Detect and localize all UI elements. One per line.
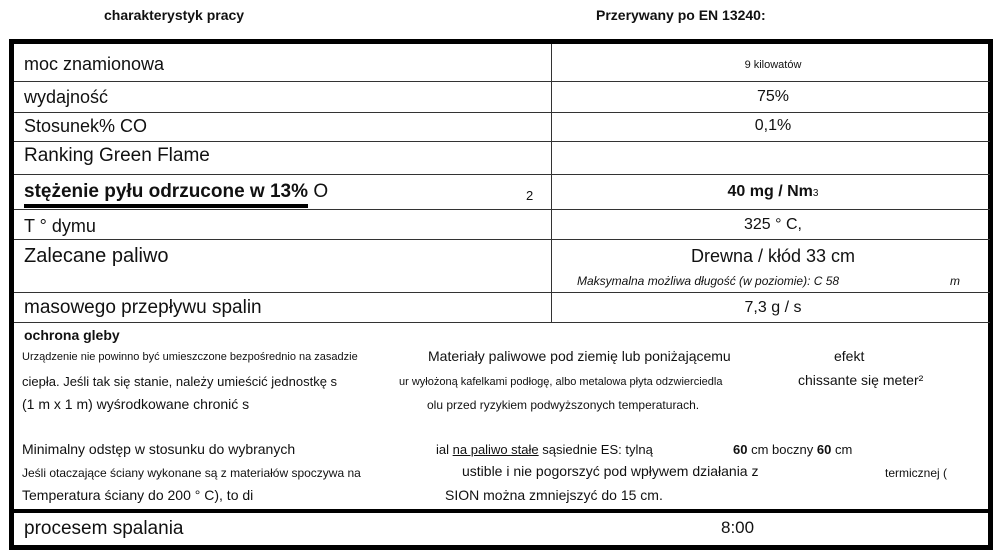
odstep-text: ustible i nie pogorszyć pod wpływem działania z — [462, 463, 759, 479]
row-value-przeplyw: 7,3 g / s — [744, 299, 802, 316]
row-value-dym: 325 ° C, — [744, 216, 802, 233]
odstep-part: ial — [436, 442, 450, 457]
row-value-spalanie: 8:00 — [721, 518, 755, 537]
odstep-text: Temperatura ściany do 200 ° C), to di — [22, 487, 254, 503]
odstep-text: SION można zmniejszyć do 15 cm. — [445, 487, 663, 503]
ochrona-text: Materiały paliwowe pod ziemię lub poniżającemu — [428, 348, 731, 364]
odstep-text: termicznej ( — [885, 466, 948, 480]
row-divider — [14, 81, 990, 82]
row-divider — [14, 112, 990, 113]
row-label-wydajnosc: wydajność — [24, 87, 109, 107]
ochrona-text: efekt — [834, 348, 865, 364]
row-label-dym: T ° dymu — [24, 216, 96, 236]
row-divider — [14, 141, 990, 142]
row-label-przeplyw: masowego przepływu spalin — [24, 297, 262, 318]
row-label-co: Stosunek% CO — [24, 116, 148, 136]
odstep-rear-value: 60 — [733, 442, 748, 457]
row-label-moc: moc znamionowa — [24, 54, 165, 74]
odstep-text: Jeśli otaczające ściany wykonane są z materiałów spoczywa na — [22, 466, 361, 480]
odstep-part: sąsiednie ES: tylną — [542, 442, 653, 457]
ochrona-text: (1 m x 1 m) wyśrodkowane chronić s — [22, 396, 250, 412]
row-label-spalanie: procesem spalania — [24, 518, 184, 539]
ochrona-title: ochrona gleby — [24, 327, 120, 343]
odstep-dims — [733, 442, 852, 457]
ochrona-text: Urządzenie nie powinno być umieszczone bezpośrednio na zasadzie — [22, 351, 358, 363]
row-divider — [14, 239, 990, 240]
odstep-part: cm boczny — [751, 442, 814, 457]
odstep-text — [436, 442, 653, 457]
header-left: charakterystyk pracy — [104, 7, 245, 23]
pyl-value-sup: 3 — [812, 188, 819, 199]
odstep-part: cm — [834, 442, 853, 457]
row-value-co: 0,1% — [754, 117, 792, 134]
row-value-paliwo: Drewna / kłód 33 cm — [690, 246, 856, 266]
odstep-text: Minimalny odstęp w stosunku do wybranych — [22, 441, 296, 457]
pyl-value-main: 40 mg / Nm — [727, 183, 813, 200]
ochrona-text: chissante się meter² — [798, 372, 924, 388]
pyl-label-o: O — [313, 181, 329, 202]
column-divider — [551, 44, 552, 323]
paliwo-note: Maksymalna możliwa długość (w poziomie): C 58 — [577, 274, 840, 288]
row-label-ranking: Ranking Green Flame — [24, 145, 210, 166]
odstep-part-underlined: na paliwo stałe — [452, 442, 539, 457]
odstep-side-value: 60 — [816, 442, 832, 457]
pyl-label-sub: 2 — [526, 188, 534, 203]
row-label-pyl — [24, 181, 328, 203]
ochrona-text: olu przed ryzykiem podwyższonych temperaturach. — [427, 398, 700, 412]
row-value-moc: 9 kilowatów — [744, 59, 802, 71]
ochrona-text: ciepła. Jeśli tak się stanie, należy umieścić jednostkę s — [22, 374, 338, 389]
row-divider — [14, 209, 990, 210]
pyl-label-main: stężenie pyłu odrzucone w 13% — [24, 181, 308, 208]
row-divider — [14, 174, 990, 175]
row-label-paliwo: Zalecane paliwo — [24, 245, 169, 267]
section-divider — [14, 509, 990, 513]
header-right: Przerywany po EN 13240: — [596, 7, 766, 23]
row-value-pyl — [555, 183, 991, 201]
row-value-wydajnosc: 75% — [756, 88, 790, 105]
row-divider — [14, 322, 990, 323]
paliwo-note-unit: m — [950, 274, 960, 288]
row-divider — [14, 292, 990, 293]
ochrona-text: ur wyłożoną kafelkami podłogę, albo metalowa płyta odzwierciedla — [399, 376, 723, 388]
